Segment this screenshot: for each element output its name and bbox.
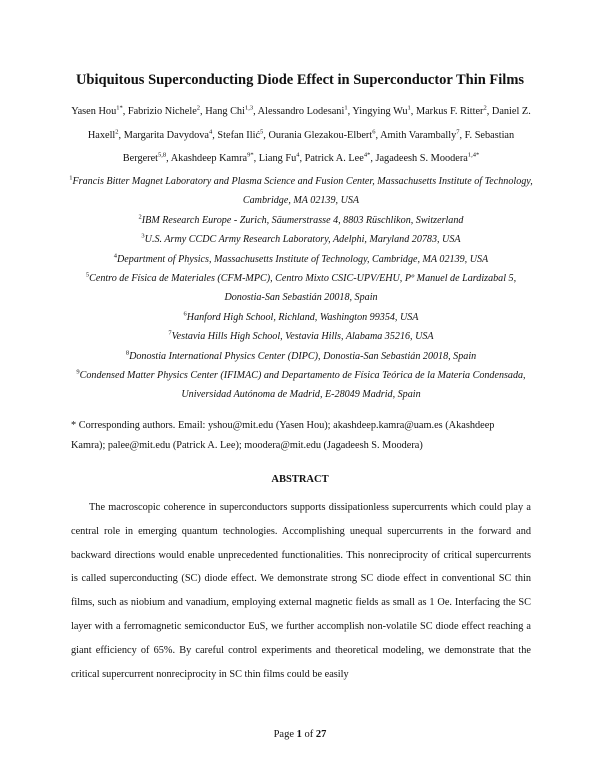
author-name: Yingying Wu [352, 106, 408, 117]
affiliation-item [66, 308, 536, 327]
author-name: F. Sebastian Bergeret [122, 129, 515, 164]
corresponding-authors-note: * Corresponding authors. Email: yshou@mit.edu (Yasen Hou); akashdeep.kamra@uam.es (Akashdeep Kamra); palee@mit.edu (Patrick A. Lee); moodera@mit.edu (Jagadeesh S. Moodera) [71, 420, 495, 451]
author-affiliation-mark: 4* [363, 151, 371, 159]
affiliation-list [66, 172, 536, 405]
affiliation-item [66, 347, 536, 366]
affiliation-number: 4 [113, 252, 118, 260]
author-separator: , [253, 106, 258, 117]
author-affiliation-mark: 2 [483, 104, 487, 112]
author-separator: , [370, 153, 376, 164]
author-name: Akashdeep Kamra [170, 153, 248, 164]
page-footer [40, 729, 560, 740]
author-affiliation-mark: 1,4* [467, 151, 480, 159]
affiliation-number: 8 [125, 349, 130, 357]
affiliation-item [66, 269, 536, 308]
author-name: Amith Varambally [380, 129, 457, 141]
affiliation-number: 2 [138, 213, 142, 221]
author-affiliation-mark: 1* [116, 104, 123, 112]
author-name: Daniel Z. Haxell [87, 106, 531, 141]
affiliation-text: Vestavia Hills High School, Vestavia Hills, Alabama 35216, USA [171, 331, 434, 343]
affiliation-text: IBM Research Europe - Zurich, Säumerstrasse 4, 8803 Rüschlikon, Switzerland [141, 214, 464, 226]
author-affiliation-mark: 7 [456, 128, 460, 136]
author-affiliation-mark: 1,3 [244, 104, 254, 112]
affiliation-text: Donostia International Physics Center (DIPC), Donostia-San Sebastián 20018, Spain [129, 350, 477, 362]
author-separator: , [122, 106, 128, 117]
author-separator: , [375, 129, 381, 141]
affiliation-text: Condensed Matter Physics Center (IFIMAC) and Departamento de Física Teórica de la Materia Condensada, Universidad Autónoma de Madrid, E-28049 Madrid, Spain [79, 370, 526, 401]
author-affiliation-mark: 5 [260, 128, 264, 136]
author-name: Jagadeesh S. Moodera [375, 153, 468, 164]
author-separator: , [486, 106, 492, 117]
abstract-body [71, 496, 531, 686]
affiliation-number: 1 [69, 174, 73, 182]
author-name: Margarita Davydova [123, 129, 210, 141]
author-name: Fabrizio Nichele [127, 106, 197, 117]
current-page-number: 1 [296, 729, 302, 740]
author-affiliation-mark: 1 [344, 104, 348, 112]
author-name: Yasen Hou [71, 106, 117, 117]
author-separator: , [299, 153, 305, 164]
affiliation-item [66, 250, 536, 269]
paper-title: Ubiquitous Superconducting Diode Effect in Superconductor Thin Films [75, 72, 525, 88]
author-affiliation-mark: 9* [247, 151, 254, 159]
author-affiliation-mark: 1 [407, 104, 411, 112]
author-name: Hang Chi [205, 106, 245, 117]
affiliation-item [66, 366, 536, 405]
affiliation-number: 7 [168, 329, 172, 337]
footer-prefix: Page [273, 729, 297, 740]
author-separator: , [253, 153, 259, 164]
abstract-paragraph: The macroscopic coherence in superconductors supports dissipationless supercurrents which could play a central role in emerging quantum technologies. Accomplishing unequal supercurrents in the forward and backward directions would enable unprecedented functionalities. This nonreciprocity of critical supercurrents is called superconducting (SC) diode effect. We demonstrate strong SC diode effect in conventional SC thin films, such as niobium and vanadium, employing external magnetic fields as small as 1 Oe. Interfacing the SC layer with a ferromagnetic semiconductor EuS, we further accomplish non-volatile SC diode effect reaching a giant efficiency of 65%. By careful control experiments and theoretical modeling, we demonstrate that the critical supercurrent nonreciprocity in SC thin films could be easily [71, 502, 531, 680]
affiliation-text: U.S. Army CCDC Army Research Laboratory, Adelphi, Maryland 20783, USA [144, 234, 461, 246]
author-name: Markus F. Ritter [415, 106, 484, 117]
affiliation-number: 6 [183, 310, 187, 318]
affiliation-number: 3 [141, 232, 145, 240]
affiliation-item [66, 211, 536, 230]
author-affiliation-mark: 2 [115, 128, 119, 136]
affiliation-item [66, 172, 536, 211]
affiliation-number: 5 [85, 271, 90, 279]
author-affiliation-mark: 2 [196, 104, 201, 112]
author-separator: , [200, 106, 206, 117]
author-affiliation-mark: 4 [296, 151, 300, 159]
author-separator: , [410, 106, 416, 117]
author-name: Stefan Ilić [217, 129, 261, 141]
author-separator: , [166, 153, 171, 164]
affiliation-item [66, 327, 536, 346]
author-list [66, 100, 536, 171]
affiliation-text: Department of Physics, Massachusetts Institute of Technology, Cambridge, MA 02139, USA [117, 253, 489, 265]
author-name: Ourania Glezakou-Elbert [268, 129, 373, 141]
affiliation-item [66, 230, 536, 249]
total-page-count: 27 [315, 729, 327, 740]
author-separator: , [118, 129, 124, 141]
author-name: Alessandro Lodesani [257, 106, 345, 117]
affiliation-number: 9 [76, 368, 80, 376]
affiliation-text: Francis Bitter Magnet Laboratory and Plasma Science and Fusion Center, Massachusetts Institute of Technology, Cambridge, MA 02139, USA [72, 176, 533, 207]
affiliation-text: Hanford High School, Richland, Washington 99354, USA [186, 311, 419, 323]
author-affiliation-mark: 4 [209, 128, 213, 136]
author-affiliation-mark: 6 [372, 128, 376, 136]
author-name: Patrick A. Lee [304, 153, 364, 164]
author-separator: , [459, 129, 465, 141]
author-name: Liang Fu [258, 153, 297, 164]
author-separator: , [263, 129, 269, 141]
affiliation-text: Centro de Física de Materiales (CFM-MPC), Centro Mixto CSIC-UPV/EHU, Pº Manuel de Lardizabal 5, Donostia-San Sebastián 20018, Spain [89, 273, 517, 304]
footer-middle: of [301, 729, 316, 740]
author-affiliation-mark: 5,8 [158, 151, 167, 159]
abstract-heading: ABSTRACT [271, 474, 329, 485]
author-separator: , [212, 129, 218, 141]
author-separator: , [347, 106, 353, 117]
